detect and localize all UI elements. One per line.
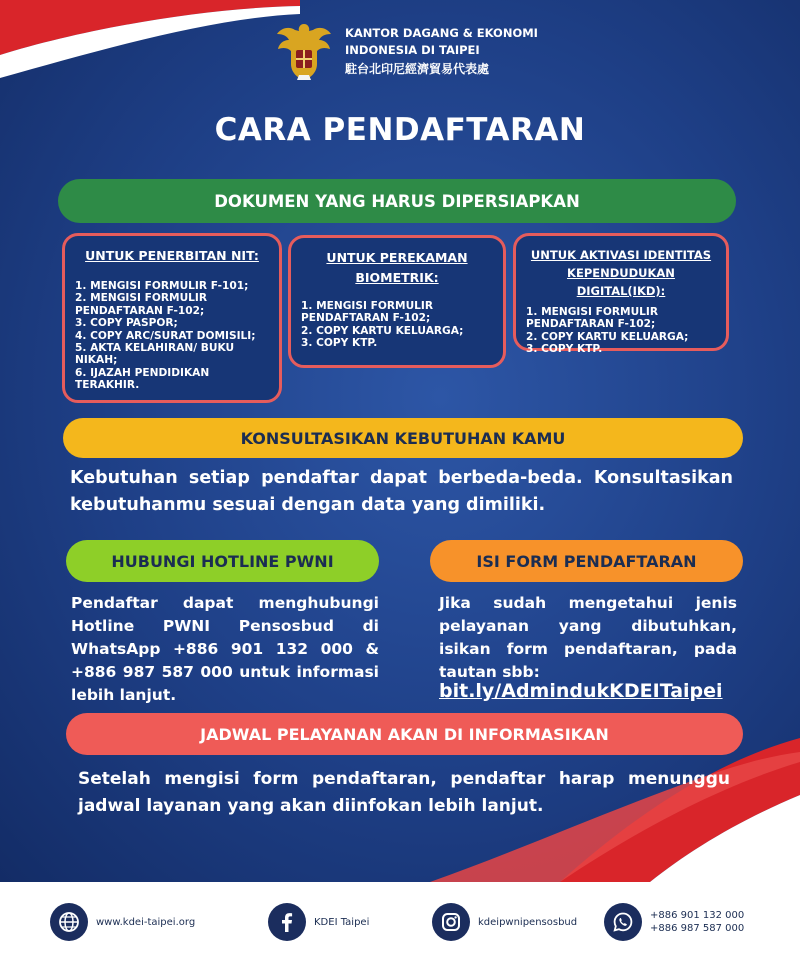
flag-swoosh-top bbox=[0, 0, 300, 90]
documents-heading: DOKUMEN YANG HARUS DIPERSIAPKAN bbox=[58, 179, 736, 223]
footer-website[interactable] bbox=[50, 902, 195, 942]
doc-box-biometrik bbox=[288, 235, 506, 368]
org-name-chinese: 駐台北印尼經濟貿易代表處 bbox=[345, 62, 490, 76]
instagram-icon bbox=[432, 903, 470, 941]
doc-box-nit bbox=[62, 233, 282, 403]
jadwal-heading: JADWAL PELAYANAN AKAN DI INFORMASIKAN bbox=[66, 713, 743, 755]
page-title: CARA PENDAFTARAN bbox=[214, 112, 586, 148]
doc-list bbox=[75, 280, 269, 392]
org-name-line2: INDONESIA DI TAIPEI bbox=[345, 43, 480, 57]
globe-icon bbox=[50, 903, 88, 941]
list-item: 2. COPY KARTU KELUARGA; bbox=[526, 330, 689, 343]
doc-box-title: UNTUK PEREKAMAN BIOMETRIK: bbox=[326, 250, 468, 285]
header bbox=[275, 18, 575, 88]
konsultasi-heading: KONSULTASIKAN KEBUTUHAN KAMU bbox=[63, 418, 743, 458]
hotline-heading: HUBUNGI HOTLINE PWNI bbox=[66, 540, 379, 582]
list-item: 4. COPY ARC/SURAT DOMISILI; bbox=[75, 329, 256, 342]
list-item: 1. MENGISI FORMULIR PENDAFTARAN F-102; bbox=[301, 300, 434, 325]
instagram-label: kdeipwnipensosbud bbox=[478, 916, 578, 928]
whatsapp-icon bbox=[604, 903, 642, 941]
doc-box-title: UNTUK AKTIVASI IDENTITAS KEPENDUDUKAN DIGITAL(IKD): bbox=[530, 248, 712, 298]
list-item: 5. AKTA KELAHIRAN/ BUKU NIKAH; bbox=[75, 342, 235, 367]
list-item: 3. COPY PASPOR; bbox=[75, 317, 178, 330]
list-item: 3. COPY KTP. bbox=[301, 337, 378, 350]
footer bbox=[0, 882, 800, 964]
footer-facebook[interactable] bbox=[268, 902, 369, 942]
phone-numbers bbox=[650, 909, 744, 935]
list-item: 2. COPY KARTU KELUARGA; bbox=[301, 324, 464, 337]
doc-box-ikd bbox=[513, 233, 729, 356]
facebook-label: KDEI Taipei bbox=[314, 916, 370, 928]
garuda-emblem bbox=[275, 20, 333, 82]
doc-list bbox=[526, 306, 716, 356]
form-heading: ISI FORM PENDAFTARAN bbox=[430, 540, 743, 582]
website-label: www.kdei-taipei.org bbox=[96, 916, 196, 928]
org-name-line1: KANTOR DAGANG & EKONOMI bbox=[345, 26, 538, 40]
jadwal-text: Setelah mengisi form pendaftaran, pendaftar harap menunggu jadwal layanan yang akan diinfokan lebih lanjut. bbox=[78, 769, 730, 816]
facebook-icon bbox=[268, 903, 306, 941]
phone-number-1: +886 901 132 000 bbox=[650, 910, 745, 921]
registration-link[interactable]: bit.ly/AdmindukKDEITaipei bbox=[439, 680, 723, 702]
list-item: 1. MENGISI FORMULIR F-101; bbox=[75, 280, 249, 292]
konsultasi-text: Kebutuhan setiap pendaftar dapat berbeda-beda. Konsultasikan kebutuhanmu sesuai dengan data yang dimiliki. bbox=[70, 468, 733, 515]
footer-whatsapp[interactable] bbox=[604, 902, 744, 942]
phone-number-2: +886 987 587 000 bbox=[650, 923, 745, 934]
list-item: 6. IJAZAH PENDIDIKAN TERAKHIR. bbox=[75, 366, 210, 392]
list-item: 2. MENGISI FORMULIR PENDAFTARAN F-102; bbox=[75, 292, 208, 317]
list-item: 1. MENGISI FORMULIR PENDAFTARAN F-102; bbox=[526, 306, 659, 331]
doc-list bbox=[301, 300, 493, 350]
doc-box-title: UNTUK PENERBITAN NIT: bbox=[85, 248, 259, 263]
hotline-text: Pendaftar dapat menghubungi Hotline PWNI Pensosbud di WhatsApp +886 901 132 000 & +886 987 587 000 untuk informasi lebih lanjut. bbox=[71, 594, 379, 704]
list-item: 3. COPY KTP. bbox=[526, 343, 603, 356]
footer-instagram[interactable] bbox=[432, 902, 577, 942]
form-text: Jika sudah mengetahui jenis pelayanan yang dibutuhkan, isikan form pendaftaran, pada tautan sbb: bbox=[439, 594, 737, 681]
